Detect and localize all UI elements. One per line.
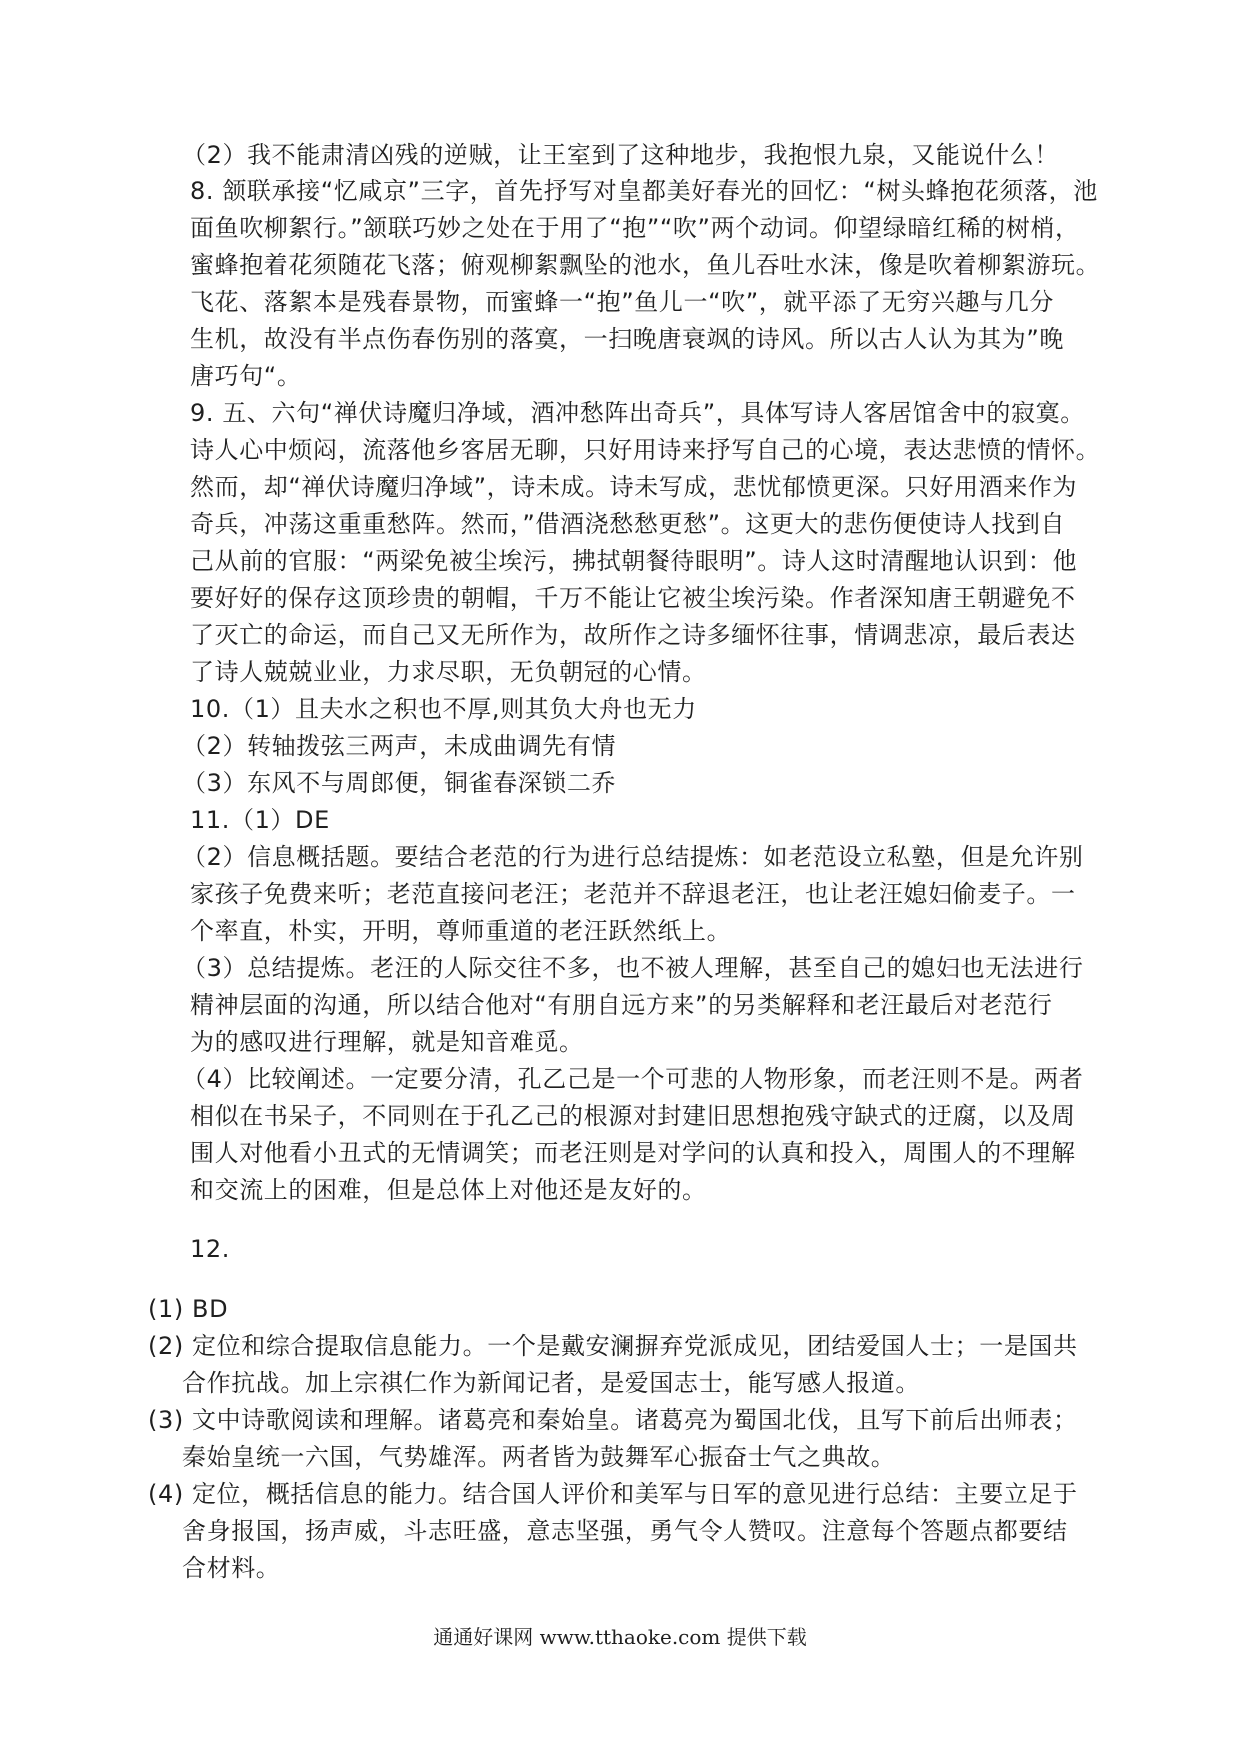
answer-12-4-line: 舍身报国，扬声威，斗志旺盛，意志坚强，勇气令人赞叹。注意每个答题点都要结 xyxy=(182,1517,1068,1545)
answer-11-4-line: 围人对他看小丑式的无情调笑；而老汪则是对学问的认真和投入，周围人的不理解 xyxy=(190,1139,1076,1167)
answer-11-3-line: （3）总结提炼。老汪的人际交往不多，也不被人理解，甚至自己的媳妇也无法进行 xyxy=(182,954,1084,982)
answer-10-1: 10.（1）且夫水之积也不厚,则其负大舟也无力 xyxy=(190,695,697,723)
answer-9-line: 9. 五、六句“禅伏诗魔归净域，酒冲愁阵出奇兵”，具体写诗人客居馆舍中的寂寞。 xyxy=(190,399,1085,427)
answer-8-line: 蜜蜂抱着花须随花飞落；俯观柳絮飘坠的池水，鱼儿吞吐水沫，像是吹着柳絮游玩。 xyxy=(190,251,1101,279)
answer-12-heading: 12. xyxy=(190,1235,230,1263)
answer-11-2-line: 家孩子免费来听；老范直接问老汪；老范并不辞退老汪，也让老汪媳妇偷麦子。一 xyxy=(190,880,1076,908)
answer-11-2-line: （2）信息概括题。要结合老范的行为进行总结提炼：如老范设立私塾，但是允许别 xyxy=(182,843,1084,871)
answer-9-line: 了灭亡的命运，而自己又无所作为，故所作之诗多缅怀往事，情调悲凉，最后表达 xyxy=(190,621,1076,649)
answer-12-1: (1) BD xyxy=(148,1295,229,1323)
answer-12-4-line: 合材料。 xyxy=(182,1554,281,1582)
answer-12-4-line: (4) 定位，概括信息的能力。结合国人评价和美军与日军的意见进行总结：主要立足于 xyxy=(148,1480,1078,1508)
answer-11-4-line: （4）比较阐述。一定要分清，孔乙己是一个可悲的人物形象，而老汪则不是。两者 xyxy=(182,1065,1084,1093)
answer-11-1: 11.（1）DE xyxy=(190,806,330,834)
answer-11-3-line: 为的感叹进行理解，就是知音难觅。 xyxy=(190,1028,584,1056)
answer-8-line: 唐巧句“。 xyxy=(190,362,302,390)
answer-10-3: （3）东风不与周郎便，铜雀春深锁二乔 xyxy=(182,769,617,797)
answer-12-3-line: (3) 文中诗歌阅读和理解。诸葛亮和秦始皇。诸葛亮为蜀国北伐，且写下前后出师表； xyxy=(148,1406,1078,1434)
footer-source-note: 通通好课网 www.tthaoke.com 提供下载 xyxy=(433,1625,807,1649)
answer-9-line: 要好好的保存这顶珍贵的朝帽，千万不能让它被尘埃污染。作者深知唐王朝避免不 xyxy=(190,584,1076,612)
answer-9-line: 然而，却“禅伏诗魔归净域”，诗未成。诗未写成，悲忧郁愤更深。只好用酒来作为 xyxy=(190,473,1078,501)
answer-12-2-line: 合作抗战。加上宗祺仁作为新闻记者，是爱国志士，能写感人报道。 xyxy=(182,1369,920,1397)
answer-11-3-line: 精神层面的沟通，所以结合他对“有朋自远方来”的另类解释和老汪最后对老范行 xyxy=(190,991,1053,1019)
answer-11-4-line: 相似在书呆子，不同则在于孔乙己的根源对封建旧思想抱残守缺式的迂腐，以及周 xyxy=(190,1102,1076,1130)
answer-12-2-line: (2) 定位和综合提取信息能力。一个是戴安澜摒弃党派成见，团结爱国人士；一是国共 xyxy=(148,1332,1078,1360)
answer-8-line: 面鱼吹柳絮行。”颔联巧妙之处在于用了“抱”“吹”两个动词。仰望绿暗红稀的树梢， xyxy=(190,214,1080,242)
answer-10-2: （2）转轴拨弦三两声，未成曲调先有情 xyxy=(182,732,617,760)
answer-9-line: 奇兵，冲荡这重重愁阵。然而，”借酒浇愁愁更愁”。这更大的悲伤便使诗人找到自 xyxy=(190,510,1066,538)
answer-12-3-line: 秦始皇统一六国，气势雄浑。两者皆为鼓舞军心振奋士气之典故。 xyxy=(182,1443,896,1471)
answer-9-line: 了诗人兢兢业业，力求尽职，无负朝冠的心情。 xyxy=(190,658,707,686)
answer-7-2: （2）我不能肃清凶残的逆贼，让王室到了这种地步，我抱恨九泉，又能说什么！ xyxy=(182,141,1059,169)
answer-8-line: 飞花、落絮本是残春景物，而蜜蜂一“抱”鱼儿一“吹”，就平添了无穷兴趣与几分 xyxy=(190,288,1054,316)
answer-8-line: 8. 颔联承接“忆咸京”三字，首先抒写对皇都美好春光的回忆：“树头蜂抱花须落，池 xyxy=(190,177,1098,205)
answer-9-line: 己从前的官服：“两梁免被尘埃污，拂拭朝餐待眼明”。诗人这时清醒地认识到：他 xyxy=(190,547,1078,575)
answer-8-line: 生机，故没有半点伤春伤别的落寞，一扫晚唐衰飒的诗风。所以古人认为其为”晚 xyxy=(190,325,1065,353)
answer-11-4-line: 和交流上的困难，但是总体上对他还是友好的。 xyxy=(190,1176,707,1204)
answer-11-2-line: 个率直，朴实，开明，尊师重道的老汪跃然纸上。 xyxy=(190,917,732,945)
answer-9-line: 诗人心中烦闷，流落他乡客居无聊，只好用诗来抒写自己的心境，表达悲愤的情怀。 xyxy=(190,436,1101,464)
